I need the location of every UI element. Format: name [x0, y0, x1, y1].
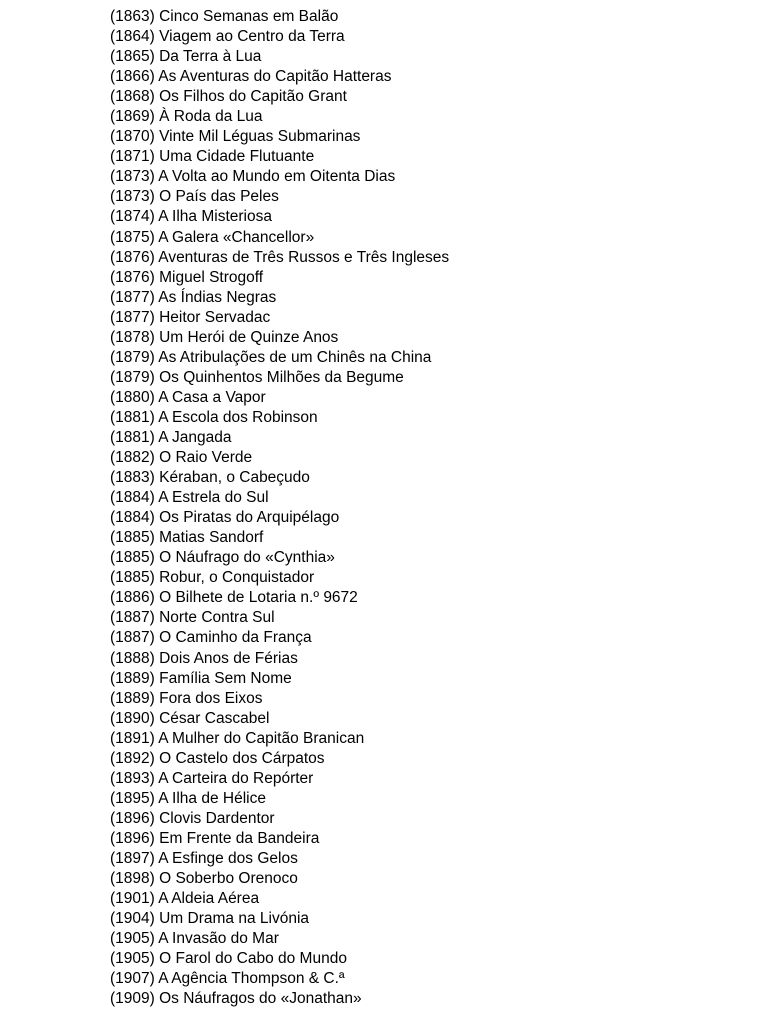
list-item: (1897) A Esfinge dos Gelos — [110, 849, 298, 867]
list-item: (1886) O Bilhete de Lotaria n.º 9672 — [110, 589, 358, 607]
list-item: (1866) As Aventuras do Capitão Hatteras — [110, 68, 392, 86]
list-item: (1877) As Índias Negras — [110, 288, 277, 306]
list-item: (1875) A Galera «Chancellor» — [110, 228, 315, 246]
list-item: (1901) A Aldeia Aérea — [110, 890, 260, 908]
list-item: (1885) Robur, o Conquistador — [110, 569, 315, 587]
list-item: (1905) A Invasão do Mar — [110, 930, 279, 948]
list-item: (1876) Miguel Strogoff — [110, 268, 264, 286]
list-item: (1879) Os Quinhentos Milhões da Begume — [110, 368, 404, 386]
list-item: (1885) Matias Sandorf — [110, 529, 264, 547]
list-item: (1881) A Escola dos Robinson — [110, 408, 318, 426]
list-item: (1905) O Farol do Cabo do Mundo — [110, 950, 347, 968]
list-item: (1889) Família Sem Nome — [110, 669, 292, 687]
list-item: (1889) Fora dos Eixos — [110, 689, 263, 707]
list-item: (1891) A Mulher do Capitão Branican — [110, 729, 365, 747]
list-item: (1887) Norte Contra Sul — [110, 609, 275, 627]
list-item: (1864) Viagem ao Centro da Terra — [110, 28, 345, 46]
list-item: (1883) Kéraban, o Cabeçudo — [110, 469, 310, 487]
list-item: (1868) Os Filhos do Capitão Grant — [110, 88, 347, 106]
list-item: (1909) Os Náufragos do «Jonathan» — [110, 990, 362, 1008]
list-item: (1876) Aventuras de Três Russos e Três Ingleses — [110, 248, 450, 266]
list-item: (1898) O Soberbo Orenoco — [110, 870, 298, 888]
list-item: (1880) A Casa a Vapor — [110, 388, 266, 406]
list-item: (1882) O Raio Verde — [110, 449, 253, 467]
list-item: (1896) Em Frente da Bandeira — [110, 829, 320, 847]
list-item: (1878) Um Herói de Quinze Anos — [110, 328, 339, 346]
list-item: (1870) Vinte Mil Léguas Submarinas — [110, 128, 361, 146]
list-item: (1885) O Náufrago do «Cynthia» — [110, 549, 335, 567]
list-item: (1879) As Atribulações de um Chinês na China — [110, 348, 432, 366]
list-item: (1904) Um Drama na Livónia — [110, 910, 310, 928]
list-item: (1890) César Cascabel — [110, 709, 270, 727]
list-item: (1873) O País das Peles — [110, 188, 279, 206]
list-item: (1892) O Castelo dos Cárpatos — [110, 749, 325, 767]
list-item: (1896) Clovis Dardentor — [110, 809, 275, 827]
list-item: (1893) A Carteira do Repórter — [110, 769, 314, 787]
list-item: (1863) Cinco Semanas em Balão — [110, 8, 339, 25]
list-item: (1884) Os Piratas do Arquipélago — [110, 509, 340, 527]
list-item: (1887) O Caminho da França — [110, 629, 312, 647]
list-item: (1881) A Jangada — [110, 428, 232, 446]
book-list — [110, 7, 449, 1009]
list-item: (1874) A Ilha Misteriosa — [110, 208, 272, 226]
list-item: (1884) A Estrela do Sul — [110, 489, 269, 507]
list-item: (1869) À Roda da Lua — [110, 108, 263, 126]
list-item: (1873) A Volta ao Mundo em Oitenta Dias — [110, 168, 396, 186]
list-item: (1871) Uma Cidade Flutuante — [110, 148, 315, 166]
list-item: (1888) Dois Anos de Férias — [110, 649, 298, 667]
list-item: (1877) Heitor Servadac — [110, 308, 271, 326]
list-item: (1907) A Agência Thompson & C.ª — [110, 970, 345, 988]
list-item: (1865) Da Terra à Lua — [110, 48, 262, 66]
list-item: (1895) A Ilha de Hélice — [110, 789, 266, 807]
